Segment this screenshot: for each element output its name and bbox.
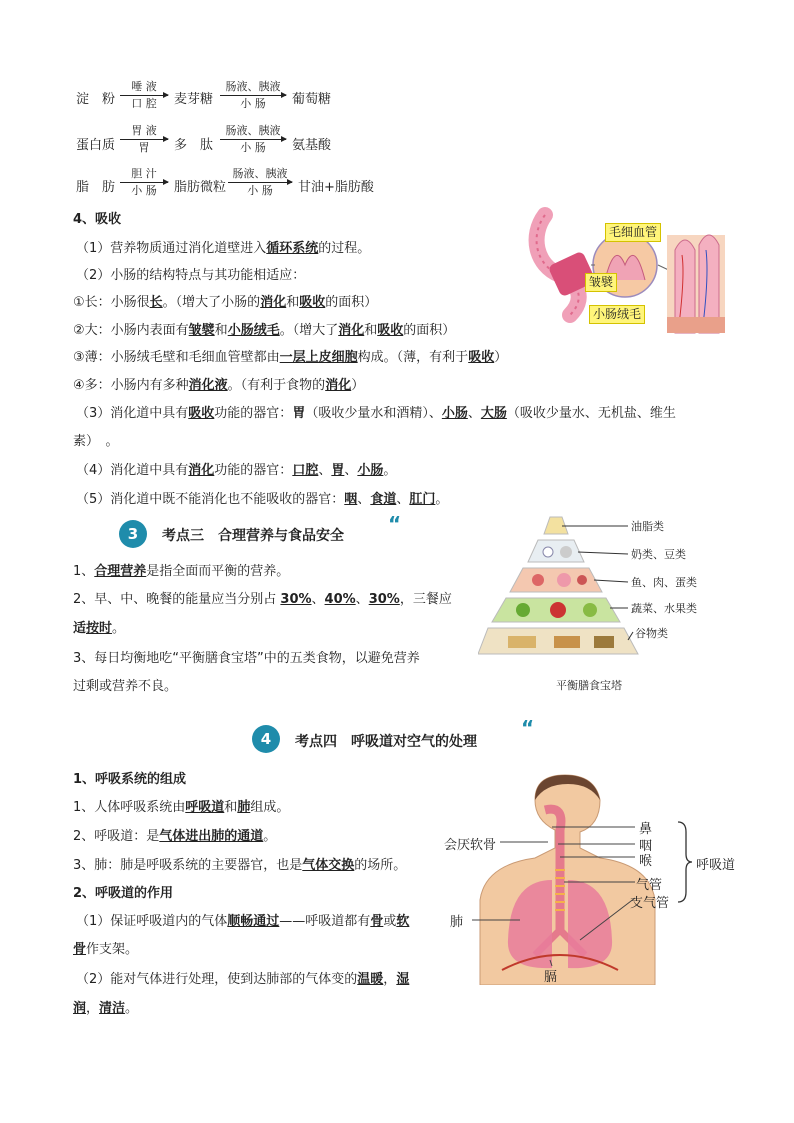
lung-label: 肺	[450, 915, 464, 930]
section3-number: 3	[119, 520, 147, 548]
nutrition-p3: 3、每日均衡地吃“平衡膳食宝塔”中的五类食物，以避免营养	[73, 651, 420, 666]
resp-p2: 2、呼吸道：是气体进出肺的通道。	[73, 829, 277, 844]
flow-arrow: 肠液、胰液 小 肠	[220, 124, 286, 155]
resp-p1: 1、人体呼吸系统由呼吸道和肺组成。	[73, 800, 290, 815]
absorb-long: ①长：小肠很长。（增大了小肠的消化和吸收的面积）	[73, 295, 378, 310]
flow-start: 脂 肪	[76, 180, 116, 195]
pyramid-vegetable-label: 蔬菜、水果类	[631, 602, 697, 615]
resp-heading-2: 2、呼吸道的作用	[73, 886, 174, 901]
capillary-label: 毛细血管	[605, 223, 661, 242]
airway-label: 呼吸道	[696, 858, 736, 873]
pyramid-grain-label: 谷物类	[635, 627, 668, 640]
quote-mark-icon: “	[388, 512, 402, 536]
flow-arrow: 唾 液 口 腔	[120, 80, 168, 111]
pyramid-oil-label: 油脂类	[631, 520, 664, 533]
pharynx-label: 咽	[639, 839, 653, 854]
pyramid-meat-label: 鱼、肉、蛋类	[631, 576, 697, 589]
nutrition-p1: 1、合理营养是指全面而平衡的营养。	[73, 564, 290, 579]
absorb-p5: （5）消化道中既不能消化也不能吸收的器官：咽、食道、肛门。	[76, 492, 449, 507]
flow-arrow: 肠液、胰液 小 肠	[220, 80, 286, 111]
flow-start: 淀 粉	[76, 92, 116, 107]
small-intestine-figure	[525, 205, 725, 335]
bronchi-label: 支气管	[630, 896, 670, 911]
absorb-thin: ③薄：小肠绒毛壁和毛细血管壁都由一层上皮细胞构成。（薄，有利于吸收）	[73, 350, 508, 365]
nutrition-p2-cont: 适按时。	[73, 621, 126, 636]
absorb-p4: （4）消化道中具有消化功能的器官：口腔、胃、小肠。	[76, 463, 397, 478]
nose-label: 鼻	[639, 822, 653, 837]
trachea-label: 气管	[636, 878, 663, 893]
section3-title: 考点三 合理营养与食品安全	[162, 528, 344, 544]
diaphragm-label: 膈	[544, 970, 558, 985]
fold-label: 皱襞	[585, 273, 617, 292]
epiglottis-label: 会厌软骨	[444, 838, 497, 853]
absorb-p3: （3）消化道中具有吸收功能的器官：胃（吸收少量水和酒精）、小肠、大肠（吸收少量水、无机盐、维生	[76, 406, 676, 421]
respiratory-figure	[440, 770, 760, 985]
absorb-large: ②大：小肠内表面有皱襞和小肠绒毛。（增大了消化和吸收的面积）	[73, 323, 456, 338]
absorb-many: ④多：小肠内有多种消化液。（有利于食物的消化）	[73, 378, 365, 393]
nutrition-p2: 2、早、中、晚餐的能量应当分别占 30%、40%、30%，三餐应	[73, 592, 452, 607]
resp-s1-cont: 骨作支架。	[73, 942, 139, 957]
flow-end: 氨基酸	[292, 138, 332, 153]
absorb-p3-cont: 素） 。	[73, 434, 119, 449]
flow-middle: 麦芽糖	[174, 92, 214, 107]
food-pyramid-illustration	[478, 512, 718, 672]
food-pyramid-figure	[478, 512, 718, 692]
resp-s1: （1）保证呼吸道内的气体顺畅通过——呼吸道都有骨或软	[76, 914, 410, 929]
section4-title: 考点四 呼吸道对空气的处理	[295, 734, 477, 750]
flow-middle: 多 肽	[174, 138, 214, 153]
flow-end: 葡萄糖	[292, 92, 332, 107]
respiratory-illustration	[440, 770, 760, 985]
flow-middle: 脂肪微粒	[174, 180, 227, 195]
quote-mark-icon: “	[521, 716, 535, 740]
villus-label: 小肠绒毛	[589, 305, 645, 324]
resp-p3: 3、肺：肺是呼吸系统的主要器官，也是气体交换的场所。	[73, 858, 407, 873]
nutrition-p3-cont: 过剩或营养不良。	[73, 679, 178, 694]
resp-s2: （2）能对气体进行处理，使到达肺部的气体变的温暖，湿	[76, 972, 410, 987]
flow-end: 甘油+脂肪酸	[298, 180, 374, 195]
pyramid-caption: 平衡膳食宝塔	[556, 679, 622, 692]
flow-arrow: 肠液、胰液 小 肠	[228, 167, 292, 198]
absorb-p2: （2）小肠的结构特点与其功能相适应：	[76, 268, 306, 283]
section4-number: 4	[252, 725, 280, 753]
absorb-heading: 4、吸收	[73, 212, 122, 227]
resp-s2-cont: 润，清洁。	[73, 1001, 139, 1016]
flow-arrow: 胆 汁 小 肠	[120, 167, 168, 198]
resp-heading-1: 1、呼吸系统的组成	[73, 772, 187, 787]
larynx-label: 喉	[639, 854, 653, 869]
flow-start: 蛋白质	[76, 138, 116, 153]
flow-arrow: 胃 液 胃	[120, 124, 168, 155]
absorb-p1: （1）营养物质通过消化道壁进入循环系统的过程。	[76, 241, 371, 256]
pyramid-dairy-label: 奶类、豆类	[631, 548, 686, 561]
